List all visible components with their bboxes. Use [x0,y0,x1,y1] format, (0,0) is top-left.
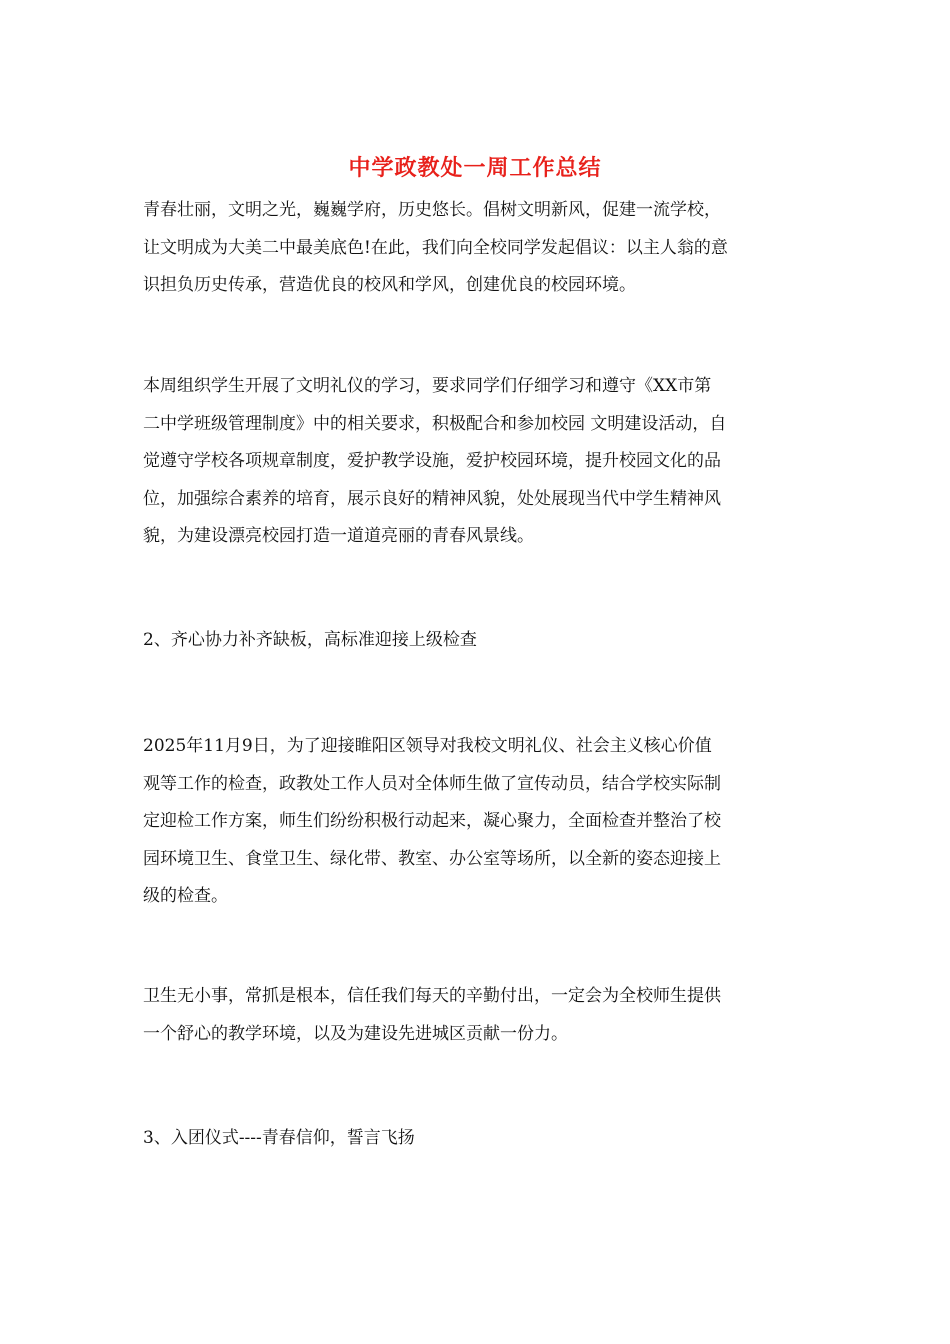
paragraph-line: 园环境卫生、食堂卫生、绿化带、教室、办公室等场所，以全新的姿态迎接上 [143,848,721,869]
paragraph-line: 2、齐心协力补齐缺板，高标准迎接上级检查 [143,630,477,650]
paragraph-line: 本周组织学生开展了文明礼仪的学习，要求同学们仔细学习和遵守《XX市第 [143,376,712,396]
paragraph-line: 位，加强综合素养的培育，展示良好的精神风貌，处处展现当代中学生精神风 [143,488,721,509]
paragraph-hygiene [143,978,811,1053]
paragraph-line: 青春壮丽，文明之光，巍巍学府，历史悠长。倡树文明新风，促建一流学校， [143,200,721,220]
paragraph-line: 卫生无小事，常抓是根本，信任我们每天的辛勤付出，一定会为全校师生提供 [143,986,721,1006]
document-title: 中学政教处一周工作总结 [348,155,602,181]
paragraph-line: 2025年11月9日，为了迎接睢阳区领导对我校文明礼仪、社会主义核心价值 [143,736,712,756]
section-heading-3 [143,1120,811,1158]
paragraph-line: 定迎检工作方案，师生们纷纷积极行动起来，凝心聚力，全面检查并整治了校 [143,811,721,831]
paragraph-intro [143,192,811,305]
paragraph-line: 觉遵守学校各项规章制度，爱护教学设施，爱护校园环境，提升校园文化的品 [143,451,721,471]
paragraph-inspection [143,728,811,916]
section-heading-2 [143,622,811,660]
paragraph-etiquette-study [143,368,811,556]
paragraph-line: 一个舒心的教学环境，以及为建设先进城区贡献一份力。 [143,1023,568,1044]
paragraph-line: 貌，为建设漂亮校园打造一道道亮丽的青春风景线。 [143,526,534,546]
paragraph-line: 让文明成为大美二中最美底色!在此，我们向全校同学发起倡议：以主人翁的意 [143,237,728,258]
paragraph-line: 观等工作的检查，政教处工作人员对全体师生做了宣传动员，结合学校实际制 [143,773,721,794]
paragraph-line: 二中学班级管理制度》中的相关要求，积极配合和参加校园 文明建设活动，自 [143,413,727,434]
paragraph-line: 识担负历史传承，营造优良的校风和学风，创建优良的校园环境。 [143,275,636,295]
paragraph-line: 3、入团仪式----青春信仰，誓言飞扬 [143,1128,415,1148]
paragraph-line: 级的检查。 [143,886,228,906]
